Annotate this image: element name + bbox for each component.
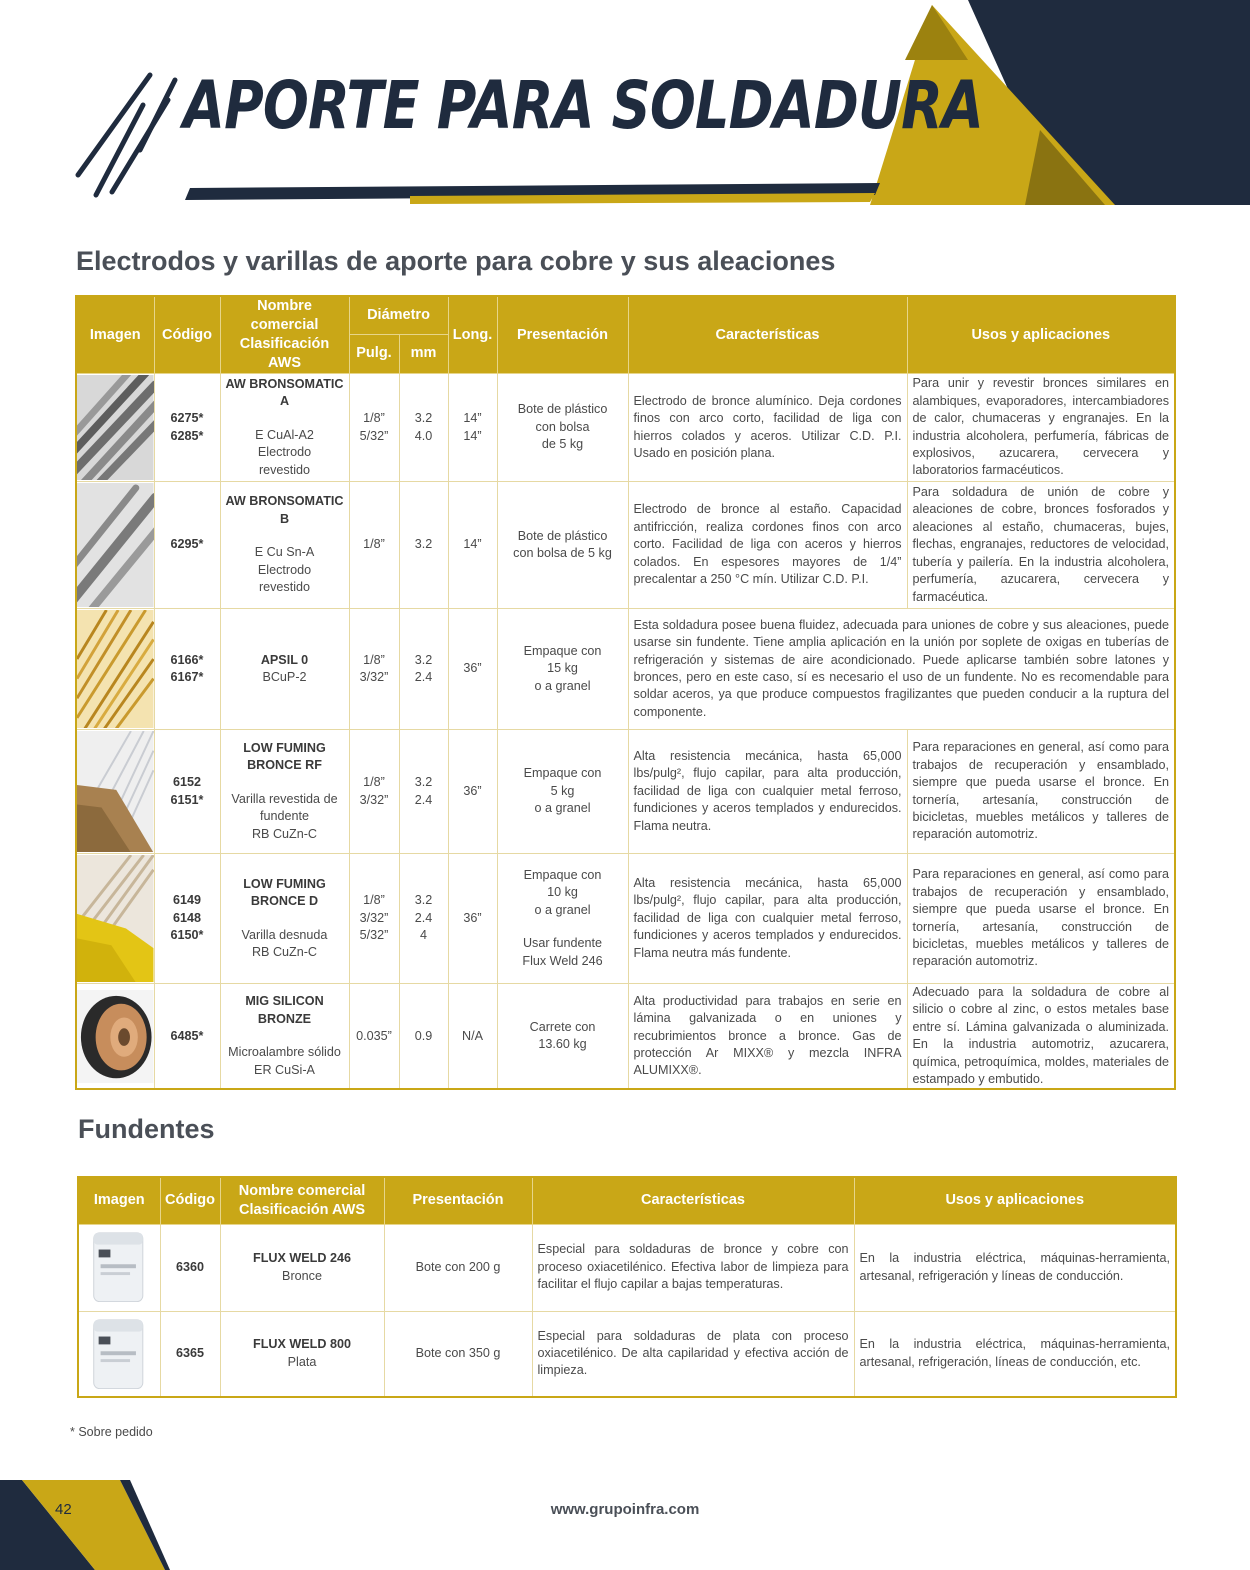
product-image: [76, 609, 154, 730]
diameter-mm: 0.9: [399, 984, 448, 1090]
diameter-mm: 3.2 2.4 4: [399, 854, 448, 984]
page-number: 42: [55, 1501, 72, 1518]
col-header-presentacion: Presentación: [497, 296, 628, 374]
presentation: Carrete con 13.60 kg: [497, 984, 628, 1090]
table-row: [76, 482, 1175, 609]
col-header-imagen: Imagen: [78, 1177, 160, 1224]
product-image: [76, 730, 154, 854]
diameter-mm: 3.2: [399, 482, 448, 609]
presentation: Empaque con 15 kg o a granel: [497, 609, 628, 730]
page-title: APORTE PARA SOLDADURA: [183, 67, 983, 144]
characteristics: Electrodo de bronce al estaño. Capacidad antifricción, realiza cordones finos con arco corto. Facilidad de liga con aceros y hierros colados. En espesores mayores de 1/4” precalentar a 250 °C mín. Utilizar C.D. P.I.: [628, 482, 907, 609]
characteristics: Especial para soldaduras de plata con proceso oxiacetilénico. De alta capilaridad y efectiva acción de limpieza.: [532, 1311, 854, 1397]
col-header-codigo: Código: [160, 1177, 220, 1224]
col-header-long: Long.: [448, 296, 497, 374]
flux-table: [77, 1176, 1177, 1398]
col-header-imagen: Imagen: [76, 296, 154, 374]
table-row: [76, 984, 1175, 1090]
diameter-pulg: 1/8” 3/32”: [349, 730, 399, 854]
section-title-electrodos: Electrodos y varillas de aporte para cobre y sus aleaciones: [76, 246, 836, 276]
presentation: Empaque con 10 kg o a granel Usar fundente Flux Weld 246: [497, 854, 628, 984]
presentation: Bote de plástico con bolsa de 5 kg: [497, 482, 628, 609]
product-name: AW BRONSOMATIC B E Cu Sn-A Electrodo revestido: [220, 482, 349, 609]
footer-graphic: [0, 1480, 170, 1570]
characteristics: Esta soldadura posee buena fluidez, adecuada para uniones de cobre y sus aleaciones, puede usarse sin fundente. Tiene amplia aplicación en la unión por soplete de oxigas en tuberías de refrigeración y sistemas de aire acondicionado. Puede aplicarse también sobre latones y bronces, pero en este caso, sí es necesario el uso de un fundente. No es recomendable para soldar aceros, ya que produce compuestos fragilizantes que pueden conducir a la ruptura del componente.: [628, 609, 1175, 730]
presentation: Bote con 200 g: [384, 1224, 532, 1311]
table-row: [76, 609, 1175, 730]
characteristics: Alta resistencia mecánica, hasta 65,000 lbs/pulg², flujo capilar, para alta producción, facilidad de liga con cualquier metal ferroso, fundiciones y aceros templados y endurecidos. Flama neutra más fundente.: [628, 854, 907, 984]
length: 14” 14”: [448, 374, 497, 482]
diameter-mm: 3.2 2.4: [399, 730, 448, 854]
characteristics: Alta productividad para trabajos en serie en lámina galvanizada o en uniones y recubrimientos bronce a bronce. Gas de protección Ar MIXX® y mezcla INFRA ALUMIXX®.: [628, 984, 907, 1090]
product-code: 6275* 6285*: [154, 374, 220, 482]
uses: Adecuado para la soldadura de cobre al silicio o cobre al zinc, o estos metales base entre sí. Lámina galvanizada o aluminizada. En la industria automotriz, azucarera, química, petroquímica, moldes, materiales de estampado y embutido.: [907, 984, 1175, 1090]
diameter-pulg: 1/8” 5/32”: [349, 374, 399, 482]
diameter-mm: 3.2 4.0: [399, 374, 448, 482]
product-image: [78, 1311, 160, 1397]
product-name: FLUX WELD 800 Plata: [220, 1311, 384, 1397]
characteristics: Alta resistencia mecánica, hasta 65,000 lbs/pulg², flujo capilar, para alta producción, facilidad de liga con cualquier metal ferroso, fundiciones y aceros templados y endurecidos. Flama neutra.: [628, 730, 907, 854]
product-name: MIG SILICON BRONZE Microalambre sólido ER CuSi-A: [220, 984, 349, 1090]
uses: Para soldadura de unión de cobre y aleaciones de cobre, bronces fosforados y aleaciones al estaño, chumaceras, bujes, flechas, engranajes, reductores de velocidad, tubería y pailería. En la industria alcoholera, perfumería, azucarera, cervecera y farmacéutica.: [907, 482, 1175, 609]
product-code: 6360: [160, 1224, 220, 1311]
length: 14”: [448, 482, 497, 609]
table-row: [76, 854, 1175, 984]
product-image: [76, 854, 154, 984]
uses: En la industria eléctrica, máquinas-herramienta, artesanal, refrigeración y líneas de conducción.: [854, 1224, 1176, 1311]
presentation: Bote de plástico con bolsa de 5 kg: [497, 374, 628, 482]
product-code: 6295*: [154, 482, 220, 609]
diameter-pulg: 1/8” 3/32” 5/32”: [349, 854, 399, 984]
length: 36”: [448, 730, 497, 854]
col-header-usos: Usos y aplicaciones: [907, 296, 1175, 374]
product-code: 6365: [160, 1311, 220, 1397]
col-header-presentacion: Presentación: [384, 1177, 532, 1224]
col-header-nombre: Nombre comercial Clasificación AWS: [220, 296, 349, 374]
presentation: Empaque con 5 kg o a granel: [497, 730, 628, 854]
characteristics: Especial para soldaduras de bronce y cobre con proceso oxiacetilénico. Efectiva labor de limpieza para facilitar el flujo capilar a bajas temperaturas.: [532, 1224, 854, 1311]
product-image: [76, 482, 154, 609]
uses: Para unir y revestir bronces similares en alambiques, evaporadores, intercambiadores de calor, chumaceras y engranajes. En la industria alcoholera, perfumería, fábricas de explosivos, azucarera, cervecera y laboratorios farmacéuticos.: [907, 374, 1175, 482]
product-image: [76, 374, 154, 482]
product-code: 6485*: [154, 984, 220, 1090]
diameter-pulg: 1/8”: [349, 482, 399, 609]
product-name: LOW FUMING BRONCE RF Varilla revestida de fundente RB CuZn-C: [220, 730, 349, 854]
col-header-caracteristicas: Características: [532, 1177, 854, 1224]
col-header-nombre: Nombre comercial Clasificación AWS: [220, 1177, 384, 1224]
diameter-pulg: 1/8” 3/32”: [349, 609, 399, 730]
product-code: 6152 6151*: [154, 730, 220, 854]
col-header-usos: Usos y aplicaciones: [854, 1177, 1176, 1224]
table-row: [76, 374, 1175, 482]
table-row: [78, 1224, 1176, 1311]
product-image: [76, 984, 154, 1090]
electrodes-table: [75, 295, 1176, 1090]
diameter-mm: 3.2 2.4: [399, 609, 448, 730]
col-header-pulg: Pulg.: [349, 334, 399, 373]
col-header-codigo: Código: [154, 296, 220, 374]
section-title-fundentes: Fundentes: [78, 1114, 215, 1144]
product-name: LOW FUMING BRONCE D Varilla desnuda RB CuZn-C: [220, 854, 349, 984]
product-name: AW BRONSOMATIC A E CuAl-A2 Electrodo revestido: [220, 374, 349, 482]
product-name: APSIL 0 BCuP-2: [220, 609, 349, 730]
length: 36”: [448, 609, 497, 730]
length: 36”: [448, 854, 497, 984]
col-header-diametro: Diámetro: [349, 296, 448, 334]
table-row: [76, 730, 1175, 854]
col-header-caracteristicas: Características: [628, 296, 907, 374]
length: N/A: [448, 984, 497, 1090]
footnote: * Sobre pedido: [70, 1425, 153, 1439]
presentation: Bote con 350 g: [384, 1311, 532, 1397]
uses: Para reparaciones en general, así como para trabajos de recuperación y ensamblado, siempre que pueda usarse el bronce. En tornería, artesanía, construcción de bicicletas, muebles metálicos y talleres de reparación automotriz.: [907, 730, 1175, 854]
product-code: 6149 6148 6150*: [154, 854, 220, 984]
website-link[interactable]: www.grupoinfra.com: [550, 1501, 700, 1518]
uses: En la industria eléctrica, máquinas-herramienta, artesanal, refrigeración, líneas de conducción, etc.: [854, 1311, 1176, 1397]
characteristics: Electrodo de bronce alumínico. Deja cordones finos con arco corto, facilidad de liga con hierros colados y aceros. Utilizar C.D. P.I. Usado en posición plana.: [628, 374, 907, 482]
uses: Para reparaciones en general, así como para trabajos de recuperación y ensamblado, siempre que pueda usarse el bronce. En tornería, artesanía, construcción de bicicletas, muebles metálicos y talleres de reparación automotriz.: [907, 854, 1175, 984]
col-header-mm: mm: [399, 334, 448, 373]
product-name: FLUX WELD 246 Bronce: [220, 1224, 384, 1311]
diameter-pulg: 0.035”: [349, 984, 399, 1090]
table-row: [78, 1311, 1176, 1397]
product-image: [78, 1224, 160, 1311]
product-code: 6166* 6167*: [154, 609, 220, 730]
